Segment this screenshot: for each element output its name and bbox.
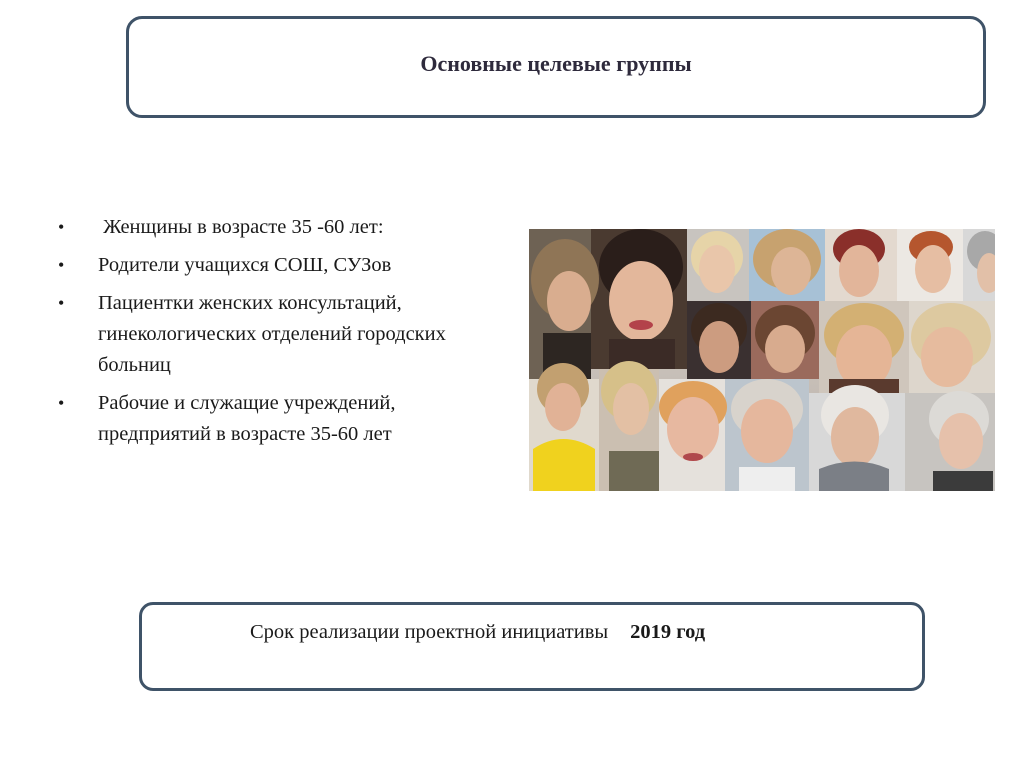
list-item (58, 250, 498, 281)
list-item (58, 288, 498, 381)
list-item-text: Пациентки женских консультаций, гинекологических отделений городских больниц (98, 292, 446, 376)
list-item-text: Рабочие и служащие учреждений, предприятий в возрасте 35-60 лет (98, 392, 396, 445)
list-item (58, 388, 498, 450)
title-box (126, 16, 986, 118)
target-groups-list (58, 212, 498, 457)
slide-title: Основные целевые группы (420, 51, 692, 76)
bullet-icon: • (58, 217, 65, 237)
bullet-icon: • (58, 255, 65, 275)
list-item-text: Женщины в возрасте 35 -60 лет: (98, 216, 384, 238)
term-box (139, 602, 925, 691)
term-line (250, 621, 705, 644)
list-item (58, 212, 498, 243)
bullet-icon: • (58, 293, 65, 313)
bullet-icon: • (58, 393, 65, 413)
term-year: 2019 год (630, 621, 706, 643)
hairstyles-photo-collage (529, 229, 995, 491)
list-item-text: Родители учащихся СОШ, СУЗов (98, 254, 392, 276)
term-label: Срок реализации проектной инициативы (250, 621, 609, 643)
